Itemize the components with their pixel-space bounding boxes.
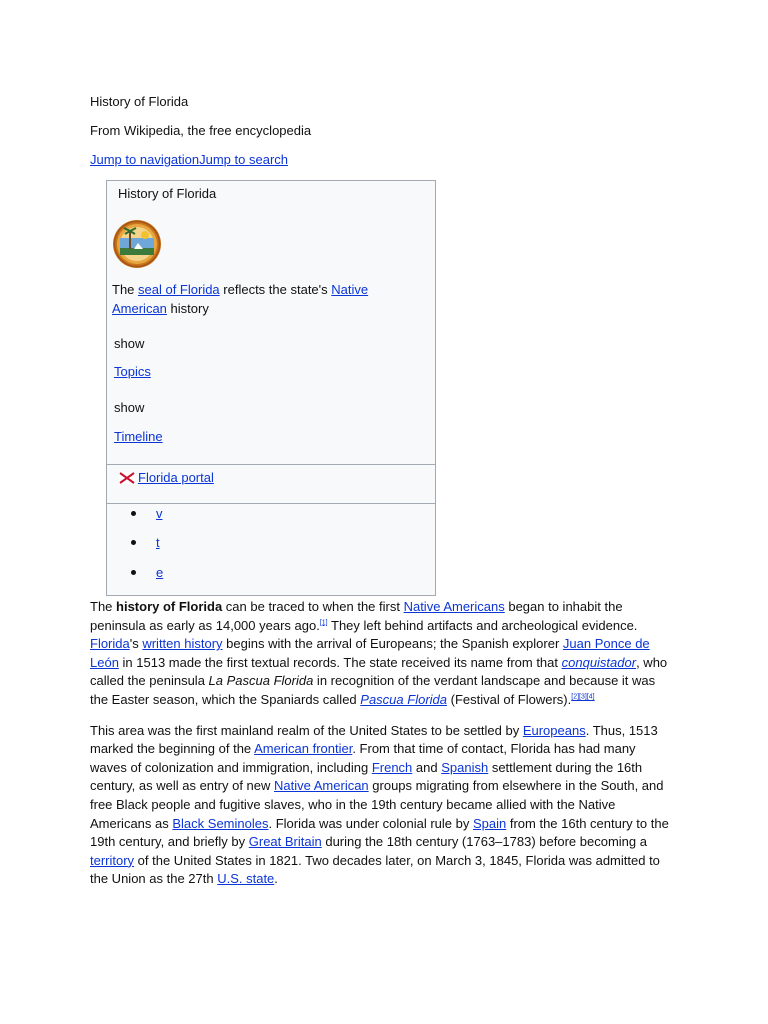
nav-item-view — [131, 506, 163, 521]
seal-caption: The seal of Florida reflects the state's Native American history — [112, 282, 369, 316]
talk-template-link[interactable]: t — [156, 535, 160, 550]
native-american-link[interactable]: Native American — [112, 282, 369, 316]
jump-to-search-link[interactable]: Jump to search — [199, 152, 288, 167]
show-topics-toggle[interactable]: show — [114, 336, 145, 351]
florida-seal-icon[interactable] — [112, 219, 162, 269]
territory-link[interactable]: territory — [90, 852, 135, 868]
black-seminoles-link[interactable]: Black Seminoles — [172, 815, 269, 831]
infobox-divider — [107, 464, 435, 465]
native-americans-link[interactable]: Native Americans — [403, 599, 505, 614]
nav-item-talk — [131, 535, 160, 550]
seal-of-florida-link[interactable]: seal of Florida — [138, 282, 220, 297]
view-template-link[interactable]: v — [156, 506, 163, 521]
conquistador-link[interactable]: conquistador — [561, 654, 637, 670]
page-title: History of Florida — [90, 94, 189, 109]
florida-flag-icon — [119, 472, 135, 484]
history-infobox — [106, 180, 436, 596]
florida-link[interactable]: Florida — [90, 636, 130, 652]
florida-portal — [119, 470, 214, 485]
written-history-link[interactable]: written history — [142, 636, 223, 652]
great-britain-link[interactable]: Great Britain — [248, 834, 322, 850]
bold-term: history of Florida — [116, 599, 223, 614]
jump-to-navigation-link[interactable]: Jump to navigation — [90, 152, 200, 167]
infobox-title: History of Florida — [118, 186, 217, 201]
paragraph-colonization: This area was the first mainland realm of the United States to be settled by Europeans. Thus, 1513 marked the beginning of the American frontier. From that time of contact, Florida has had many waves of colonization and immigration, including French and Spanish settlement during the 16th century, as well as entry of new Native American groups migrating from elsewhere in the South, and free Black people and fugitive slaves, who in the 19th century became allied with the Native Americans as Black Seminoles. Florida was under colonial rule by Spain from the 16th century to the 19th century, and briefly by Great Britain during the 18th century (1763–1783) before becoming a territory of the United States in 1821. Two decades later, on March 3, 1845, Florida was admitted to the Union as the 27th U.S. state. — [90, 722, 669, 887]
reference-link[interactable]: [2][3][4] — [571, 693, 595, 701]
spanish-link[interactable]: Spanish — [441, 759, 489, 775]
spain-link[interactable]: Spain — [472, 815, 507, 831]
florida-portal-link[interactable]: Florida portal — [138, 470, 214, 485]
edit-template-link[interactable]: e — [156, 565, 164, 580]
site-tagline: From Wikipedia, the free encyclopedia — [90, 123, 312, 138]
italic-term: La Pascua Florida — [208, 673, 314, 689]
paragraph-intro: The history of Florida can be traced to when the first Native Americans began to inhabit the peninsula as early as 14,000 years ago.[1] They left behind artifacts and archeological evidence. Florida's written history begins with the arrival of Europeans; the Spanish explorer Juan Ponce de León in 1513 made the first textual records. The state received its name from that conquistador, who called the peninsula La Pascua Florida in recognition of the verdant landscape and because it was the Easter season, which the Spaniards called Pascua Florida (Festival of Flowers).[2][3][4] — [90, 599, 668, 707]
nav-item-edit — [131, 565, 163, 580]
article-body — [90, 598, 676, 901]
french-link[interactable]: French — [371, 759, 413, 775]
show-timeline-toggle[interactable]: show — [114, 400, 145, 415]
infobox-divider — [107, 503, 435, 504]
timeline-link[interactable]: Timeline — [114, 429, 163, 444]
us-state-link[interactable]: U.S. state — [217, 871, 275, 887]
native-american-link[interactable]: Native American — [274, 778, 369, 794]
reference-link[interactable]: [1] — [319, 619, 328, 627]
american-frontier-link[interactable]: American frontier — [254, 741, 353, 757]
pascua-florida-link[interactable]: Pascua Florida — [360, 691, 447, 707]
topics-link[interactable]: Topics — [114, 364, 151, 379]
jump-links — [90, 152, 288, 167]
europeans-link[interactable]: Europeans — [522, 722, 586, 738]
juan-ponce-de-leon-link[interactable]: Juan Ponce de León — [90, 636, 650, 670]
